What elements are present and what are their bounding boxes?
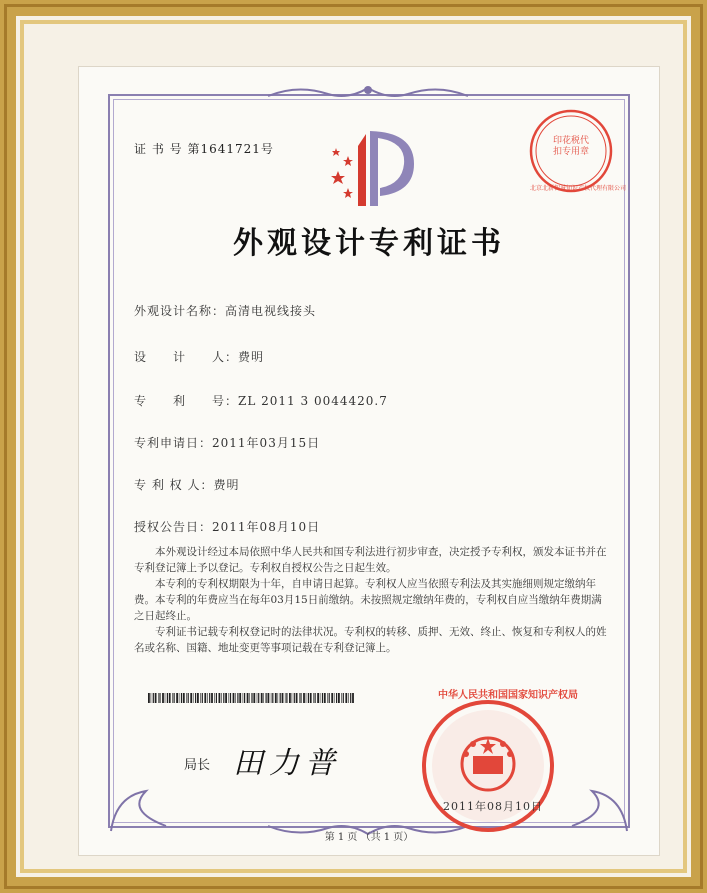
field-label: 专 利 权 人： — [134, 478, 214, 492]
seal-date: 2011年08月10日 — [443, 800, 543, 813]
body-paragraph: 专利证书记载专利权登记时的法律状况。专利权的转移、质押、无效、终止、恢复和专利权人的姓名或名称、国籍、地址变更等事项记载在专利登记簿上。 — [134, 626, 607, 654]
field-value: 高清电视线接头 — [225, 304, 317, 318]
field-value: 2011年03月15日 — [212, 436, 321, 450]
barcode-icon — [148, 693, 353, 703]
page-footer: 第 1 页 （共 1 页） — [324, 832, 414, 843]
certificate-number: 证 书 号 第1641721号 — [134, 142, 274, 156]
body-paragraph: 本专利的专利权期限为十年，自申请日起算。专利权人应当依照专利法及其实施细则规定缴纳年费。本专利的年费应当在每年03月15日前缴纳。未按照规定缴纳年费的，专利权自应当缴纳年费期满之日起终止。 — [134, 578, 602, 622]
field-label: 专 利 号： — [134, 394, 239, 408]
certificate-body — [134, 544, 608, 656]
field-label: 专利申请日： — [134, 436, 213, 450]
top-ornament-icon — [268, 82, 468, 104]
signature-name: 田力普 — [233, 746, 341, 781]
field-label: 设 计 人： — [134, 350, 239, 364]
field-patent-number — [134, 392, 388, 409]
field-designer — [134, 348, 264, 365]
bottom-right-ornament-icon — [562, 766, 632, 836]
director-label: 局长 — [184, 758, 211, 773]
field-value: ZL 2011 3 0044420.7 — [238, 394, 388, 408]
field-value: 费明 — [238, 350, 265, 364]
field-patentee — [134, 476, 239, 493]
field-label: 外观设计名称： — [134, 304, 226, 318]
agency-seal-outer-text: 北京北新智诚知识产权代理有限公司 — [530, 185, 627, 192]
field-grant-date — [134, 518, 320, 535]
state-ipo-seal-icon — [418, 696, 558, 836]
patent-office-logo-icon — [328, 126, 418, 211]
bottom-left-ornament-icon — [106, 766, 176, 836]
field-design-name — [134, 302, 316, 319]
field-value: 2011年08月10日 — [212, 520, 321, 534]
field-application-date — [134, 434, 320, 451]
state-seal-text: 中华人民共和国国家知识产权局 — [438, 690, 578, 701]
certificate-paper — [78, 66, 660, 856]
body-paragraph: 本外观设计经过本局依照中华人民共和国专利法进行初步审查，决定授予专利权，颁发本证书并在专利登记簿上予以登记。专利权自授权公告之日起生效。 — [134, 546, 607, 574]
certificate-title: 外观设计专利证书 — [233, 226, 505, 261]
agency-seal-inner-text: 印花税代扣专用章 — [552, 136, 589, 157]
director-signature — [233, 738, 383, 781]
field-value: 费明 — [213, 478, 240, 492]
field-label: 授权公告日： — [134, 520, 213, 534]
